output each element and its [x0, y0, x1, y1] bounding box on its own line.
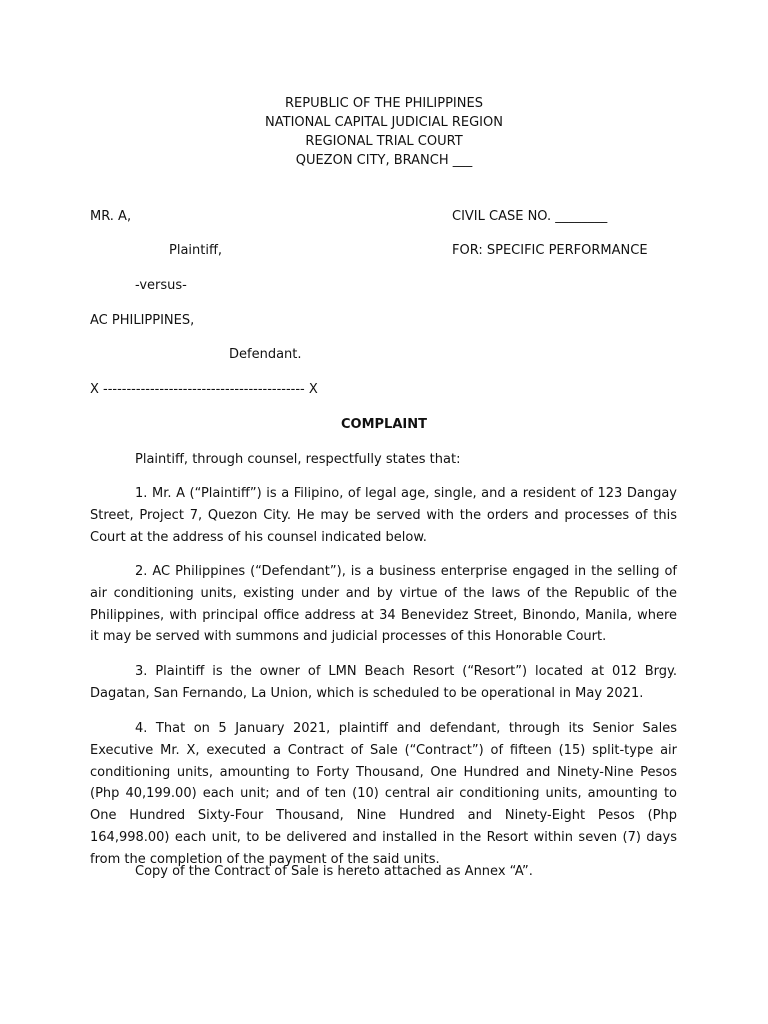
case-nature: FOR: SPECIFIC PERFORMANCE: [452, 243, 648, 258]
plaintiff-role: Plaintiff,: [169, 243, 223, 258]
defendant-name: AC PHILIPPINES,: [90, 313, 195, 328]
versus-label: -versus-: [135, 278, 187, 293]
defendant-role: Defendant.: [229, 347, 302, 362]
paragraph-2: 2. AC Philippines (“Defendant”), is a business enterprise engaged in the selling of air conditioning units, existing under and by virtue of the laws of the Republic of the Philippines, with principal office address at 34 Benevidez Street, Binondo, Manila, where it may be served with summons and judicial processes of this Honorable Court.: [90, 564, 677, 645]
paragraph-1: 1. Mr. A (“Plaintiff”) is a Filipino, of legal age, single, and a resident of 123 Dangay Street, Project 7, Quezon City. He may be served with the orders and processes of this Court at the address of his counsel indicated below.: [90, 486, 677, 545]
court-heading-branch: QUEZON CITY, BRANCH ___: [295, 153, 473, 168]
document-title: COMPLAINT: [341, 417, 427, 432]
paragraph-3: 3. Plaintiff is the owner of LMN Beach Resort (“Resort”) located at 012 Brgy. Dagatan, San Fernando, La Union, which is scheduled to be operational in May 2021.: [90, 664, 677, 701]
court-heading-court: REGIONAL TRIAL COURT: [305, 134, 463, 149]
civil-case-number: CIVIL CASE NO. ________: [452, 209, 608, 224]
annex-note: Copy of the Contract of Sale is hereto attached as Annex “A”.: [135, 864, 533, 879]
paragraph-4: 4. That on 5 January 2021, plaintiff and defendant, through its Senior Sales Executive Mr. X, executed a Contract of Sale (“Contract”) of fifteen (15) split-type air conditioning units, amounting to Forty Thousand, One Hundred and Ninety-Nine Pesos (Php 40,199.00) each unit; and of ten (10) central air conditioning units, amounting to One Hundred Sixty-Four Thousand, Nine Hundred and Ninety-Eight Pesos (Php 164,998.00) each unit, to be delivered and installed in the Resort within seven (7) days from the completion of the payment of the said units.: [90, 721, 677, 867]
caption-separator: X ------------------------------------------- X: [90, 382, 318, 397]
court-heading-region: NATIONAL CAPITAL JUDICIAL REGION: [265, 115, 503, 130]
plaintiff-name: MR. A,: [90, 209, 132, 224]
intro-statement: Plaintiff, through counsel, respectfully states that:: [135, 452, 461, 467]
court-heading-republic: REPUBLIC OF THE PHILIPPINES: [285, 96, 483, 111]
